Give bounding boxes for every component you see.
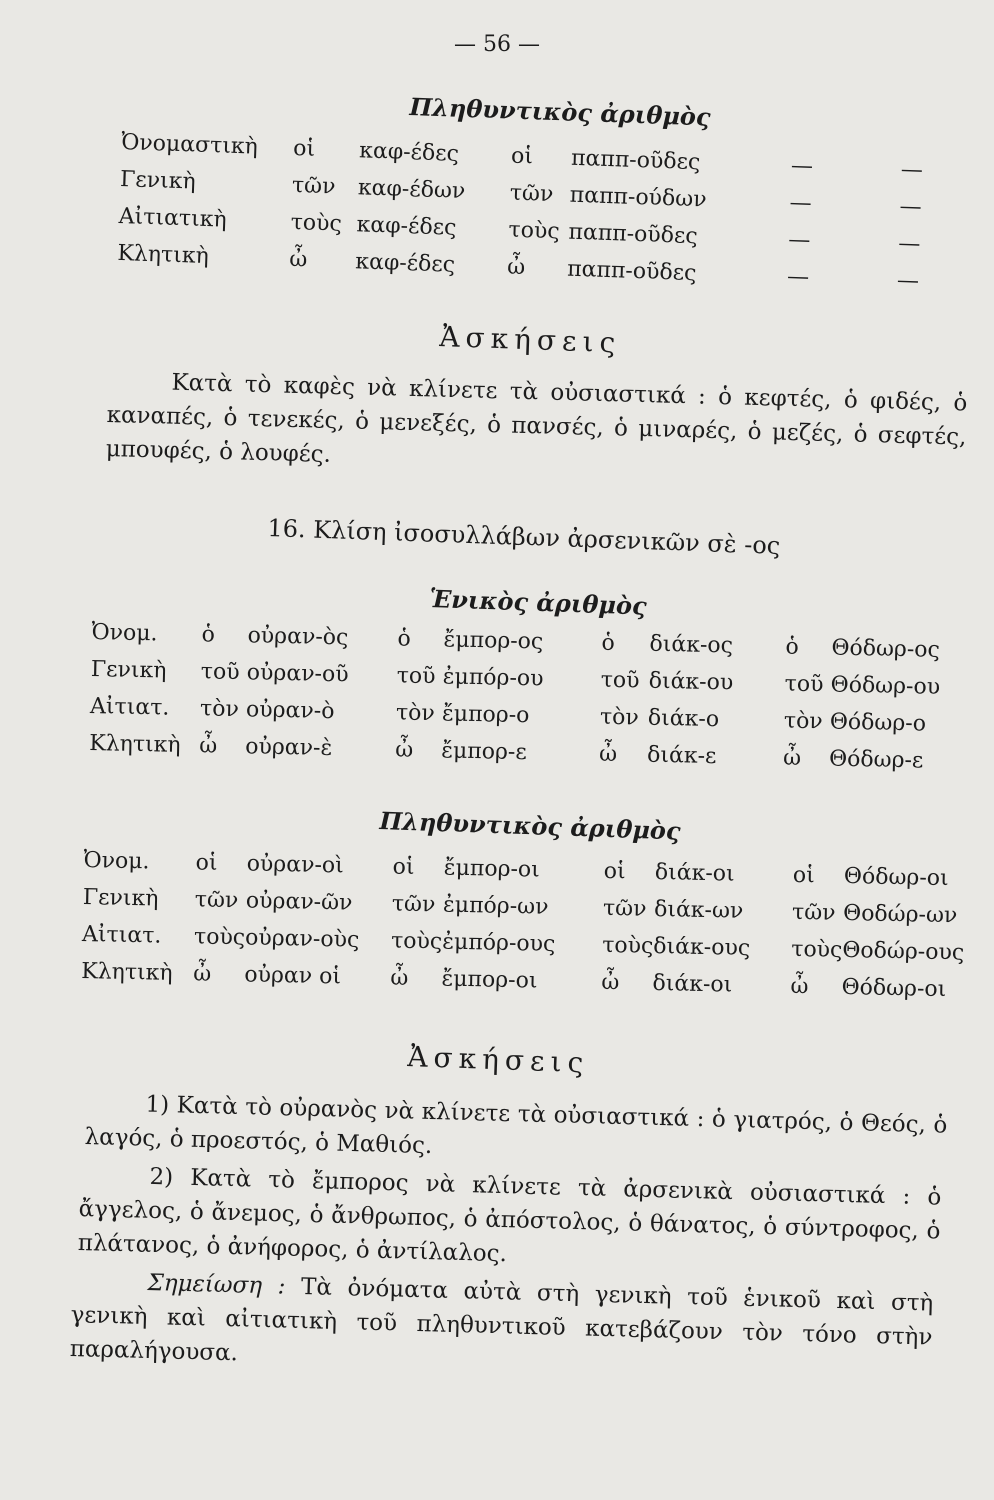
note-text: Τὰ ὀνόματα αὐτὰ στὴ γενικὴ τοῦ ἑνικοῦ καὶ στὴ γενικὴ καὶ αἰτιατικὴ τοῦ πληθυντικοῦ κατεβάζουν τὸν τόνο στὴν παραλήγουσα. (69, 1274, 934, 1367)
table-cell: τοὺς (601, 932, 654, 959)
table-cell: καφ-έδες (354, 249, 456, 278)
table-cell: ὦ (782, 745, 802, 771)
exercises-heading-2: Ἀσκήσεις (406, 1040, 590, 1080)
table-cell: Γενικὴ (119, 166, 197, 195)
table-cell: καφ-έδες (358, 138, 460, 167)
section-16-title: 16. Κλίση ἰσοσυλλάβων ἀρσενικῶν σὲ -ος (267, 514, 781, 560)
table-cell: ἔμπορ-ο (441, 701, 530, 729)
table-cell: Θόδωρ-ε (828, 746, 924, 774)
table-cell: τοῦ (200, 659, 240, 686)
exercises-heading-1: Ἀσκήσεις (438, 320, 622, 360)
table-cell: τοὺς (193, 924, 246, 951)
table-cell: διάκ-ος (649, 631, 734, 659)
table-cell: Γενικὴ (90, 656, 167, 684)
note-paragraph (69, 1264, 933, 1389)
table-cell: τὸν (395, 700, 436, 727)
table-cell: — (786, 264, 810, 291)
table-cell: οἱ (792, 862, 815, 889)
table-cell: οὐραν-ὸ (245, 697, 335, 725)
table-cell: οἱ (603, 858, 626, 885)
table-cell: διάκ-ους (653, 933, 751, 961)
table-cell: — (896, 268, 920, 294)
table-cell: παππ-οῦδες (566, 256, 697, 287)
table-cell: ὦ (790, 973, 809, 1000)
table-cell: τοὺς (791, 936, 843, 963)
table-cell: τοῦ (784, 671, 824, 698)
table-cell: — (789, 190, 813, 217)
table-cell: διάκ-οι (652, 970, 733, 998)
table-cell: τοῦ (396, 663, 436, 690)
singular-heading: Ἑνικὸς ἀριθμὸς (428, 584, 648, 621)
table-cell: ὦ (506, 254, 526, 281)
table-cell: οὐραν-ῶν (245, 888, 353, 916)
table-cell: ἔμπορ-ε (440, 738, 528, 766)
table-cell: τοῦ (600, 667, 640, 694)
table-cell: Ὀνομαστικὴ (120, 129, 259, 160)
table-cell: — (790, 153, 814, 180)
table-cell: οὐραν-ὲ (244, 734, 333, 762)
table-cell: τῶν (602, 895, 647, 922)
table-cell: τὸν (599, 704, 640, 731)
table-cell: τῶν (391, 891, 436, 918)
table-cell: Κλητικὴ (117, 240, 210, 270)
table-cell: οὐραν οἱ (244, 962, 342, 990)
table-cell: καφ-έδες (356, 212, 457, 241)
table-cell: — (900, 157, 924, 183)
declension-table-plural (81, 842, 966, 1008)
table-cell: ἐμπόρ-ου (442, 664, 544, 692)
table-cell: Αἰτιατικὴ (118, 203, 228, 233)
table-cell: τοὺς (390, 928, 443, 955)
note-label: Σημείωση : (147, 1269, 286, 1300)
table-cell: Κλητικὴ (81, 958, 173, 986)
table-cell: Ὀνομ. (83, 847, 150, 875)
table-cell: διάκ-ο (647, 705, 720, 733)
table-cell: τοὺς (508, 217, 561, 245)
table-cell: ἔμπορ-οι (441, 966, 538, 994)
exercise-item-1: 1) Κατὰ τὸ οὐρανὸς νὰ κλίνετε τὰ οὐσιαστικά : ὁ γιατρός, ὁ Θεός, ὁ λαγός, ὁ προεστός, ὁ Μαθιός. (84, 1091, 948, 1160)
table-cell: ὁ (601, 630, 616, 656)
table-cell: ὦ (199, 733, 218, 759)
table-cell: διάκ-ων (653, 896, 744, 924)
table-cell: — (787, 227, 811, 254)
table-cell: Θόδωρ-οι (843, 863, 949, 892)
table-cell: ὁ (785, 634, 799, 660)
table-cell: οὐραν-οὶ (246, 851, 345, 879)
table-cell: ὦ (601, 969, 620, 996)
table-cell: ὦ (193, 961, 212, 987)
exercises-paragraph-1: Κατὰ τὸ καφὲς νὰ κλίνετε τὰ οὐσιαστικά : ὁ κεφτές, ὁ φιδές, ὁ καναπές, ὁ τενεκές, ὁ μενεξές, ὁ πανσές, ὁ μιναρές, ὁ μεζές, ὁ σεφτές, μπουφές, ὁ λουφές. (105, 369, 968, 468)
table-cell: Ὀνομ. (91, 619, 158, 647)
table-cell: τῶν (791, 899, 836, 926)
table-cell: ὁ (397, 626, 412, 652)
page-number: — 56 — (454, 32, 540, 57)
table-cell: οἱ (292, 135, 316, 162)
table-cell: Γενικὴ (82, 884, 159, 912)
table-cell: Θοδώρ-ων (842, 900, 958, 929)
table-cell: διάκ-οι (654, 859, 735, 887)
table-cell: τῶν (291, 172, 336, 200)
table-cell: καφ-έδων (357, 175, 466, 205)
exercise-item-2: 2) Κατὰ τὸ ἔμπορος νὰ κλίνετε τὰ ἀρσενικὰ οὐσιαστικά : ὁ ἄγγελος, ὁ ἄνεμος, ὁ ἄνθρωπος, ὁ ἀπόστολος, ὁ θάνατος, ὁ σύντροφος, ὁ πλάτανος, ὁ ἀνήφορος, ὁ ἀντίλαλος. (77, 1163, 942, 1268)
table-cell: — (899, 194, 923, 220)
table-cell: Θόδωρ-οι (841, 974, 947, 1003)
table-cell: παππ-ούδων (569, 182, 708, 213)
table-cell: ὁ (201, 622, 216, 648)
table-cell: οὐραν-ὸς (247, 623, 349, 651)
table-cell: οἱ (392, 854, 415, 880)
table-cell: παππ-οῦδες (570, 145, 701, 176)
declension-table-kafes (117, 124, 962, 301)
table-cell: παππ-οῦδες (568, 219, 699, 250)
table-cell: Αἰτιατ. (81, 921, 162, 949)
table-cell: ὦ (598, 741, 618, 768)
table-cell: τοὺς (290, 209, 343, 237)
table-cell: ὦ (390, 965, 409, 991)
table-cell: τὸν (783, 708, 823, 735)
table-cell: ἐμπόρ-ων (442, 892, 549, 920)
plural-heading-1: Πληθυντικὸς ἀριθμὸς (408, 92, 712, 132)
table-cell: οἱ (510, 143, 534, 170)
table-cell: τῶν (509, 180, 554, 208)
table-cell: διάκ-ου (648, 668, 734, 696)
plural-heading-2: Πληθυντικὸς ἀριθμὸς (378, 806, 682, 846)
table-cell: Θοδώρ-ους (842, 937, 965, 966)
table-cell: τῶν (194, 887, 239, 914)
table-cell: Κλητικὴ (89, 730, 181, 758)
table-cell: οἱ (195, 850, 218, 876)
table-cell: ὦ (394, 737, 414, 763)
table-cell: Θόδωρ-ο (829, 709, 927, 737)
table-cell: Θόδωρ-ος (831, 635, 941, 663)
table-cell: ἐμπόρ-ους (441, 929, 556, 957)
table-cell: τὸν (199, 696, 240, 723)
table-cell: — (897, 231, 921, 257)
declension-table-singular (89, 614, 952, 780)
table-cell: Αἰτιατ. (89, 693, 170, 721)
table-cell: ἔμπορ-οι (443, 855, 541, 883)
table-cell: ὦ (288, 246, 308, 273)
table-cell: ἔμπορ-ος (443, 627, 544, 655)
table-cell: οὐραν-οὺς (244, 925, 360, 953)
table-cell: διάκ-ε (646, 742, 717, 770)
table-cell: Θόδωρ-ου (830, 672, 941, 700)
table-cell: οὐραν-οῦ (246, 660, 349, 688)
